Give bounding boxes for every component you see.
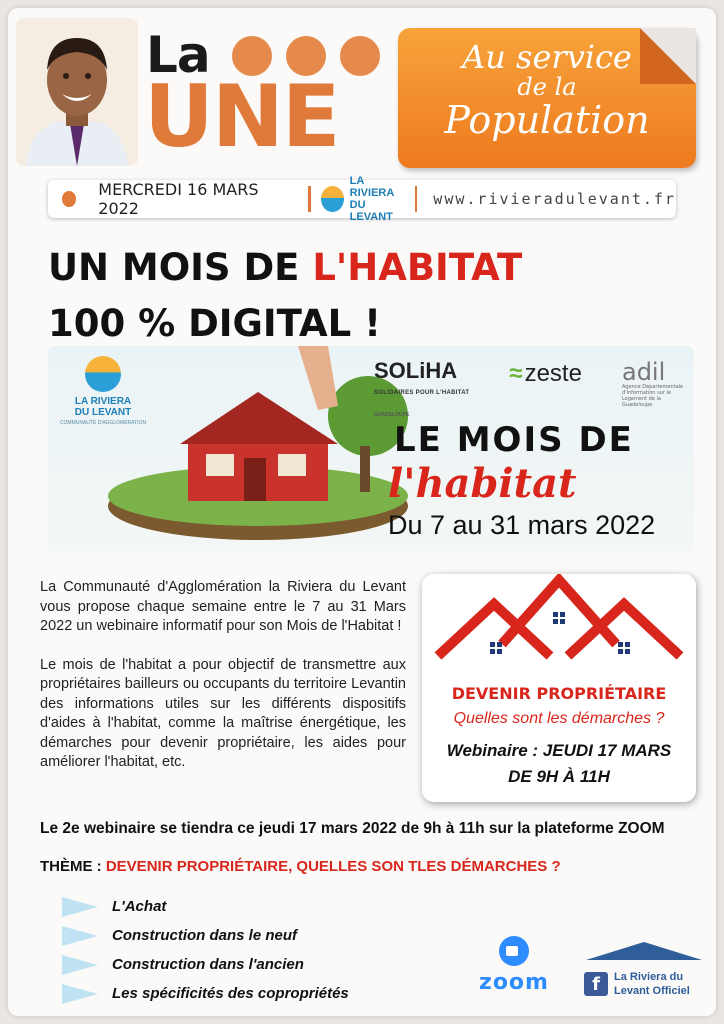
partner-logos: [374, 360, 684, 426]
list-item: [62, 979, 349, 1008]
page-curl-decoration: [640, 28, 696, 84]
riviera-logo-icon: [85, 356, 121, 392]
banner-line3: Population: [444, 98, 650, 142]
adil-name: adil: [621, 358, 666, 386]
houses-roof-icon: [432, 574, 686, 674]
soliha-sub: SOLIDAIRES POUR L'HABITAT: [374, 390, 470, 396]
zeste-leaf-icon: ≈: [509, 360, 523, 387]
topic-label: Construction dans le neuf: [112, 927, 298, 944]
list-item: [62, 950, 349, 979]
zoom-label: zoom: [479, 970, 549, 995]
flyer-page: [8, 8, 716, 1016]
headline-red: L'HABITAT: [312, 246, 523, 289]
webinar-announcement: Le 2e webinaire se tiendra ce jeudi 17 mars 2022 de 9h à 11h sur la plateforme ZOOM: [40, 820, 665, 837]
facebook-page-link[interactable]: [582, 942, 702, 1006]
zoom-logo[interactable]: [466, 936, 562, 995]
date-bar: [48, 175, 676, 223]
list-item: [62, 921, 349, 950]
banner-line2: de la: [517, 73, 577, 101]
arrow-icon: [62, 897, 98, 917]
card-subtitle: Quelles sont les démarches ?: [453, 710, 665, 727]
soliha-logo: [374, 360, 469, 426]
issue-date: MERCREDI 16 MARS 2022: [98, 180, 259, 218]
card-webinar-time: [422, 738, 696, 790]
topic-label: Construction dans l'ancien: [112, 956, 304, 973]
hero-logo-sub: COMMUNAUTÉ D'AGGLOMÉRATION: [59, 420, 147, 426]
website-link[interactable]: www.rivieradulevant.fr: [433, 190, 676, 208]
divider: [308, 186, 311, 212]
topic-label: L'Achat: [112, 898, 167, 915]
arrow-icon: [62, 955, 98, 975]
arrow-icon: [62, 926, 98, 946]
zeste-name: zeste: [524, 360, 582, 387]
body-paragraph-2: Le mois de l'habitat a pour objectif de transmettre aux propriétaires bailleurs ou occupants du territoire Levantin des informations utiles sur les différents dispositifs d'aides à l'habitat, comme la maîtrise énergétique, les démarches pour devenir propriétaire, les aides pour améliorer l'habitat, etc.: [40, 656, 406, 770]
hero-logo-line2: DU LEVANT: [74, 407, 132, 418]
banner-line1: Au service: [462, 38, 632, 76]
card-webinar-line2: DE 9H À 11H: [508, 767, 610, 786]
divider: [415, 186, 418, 212]
theme-value: DEVENIR PROPRIÉTAIRE, QUELLES SON TLES DÉMARCHES ?: [105, 858, 561, 875]
headline-black: UN MOIS DE: [48, 246, 313, 289]
arrow-icon: [62, 984, 98, 1004]
headline-line2: 100 % DIGITAL !: [48, 302, 382, 345]
soliha-name: SOLiHA: [374, 358, 458, 383]
body-paragraph-1: La Communauté d'Agglomération la Riviera du Levant vous propose chaque semaine entre le 7 au 31 Mars 2022 un webinaire informatif pour son Mois de l'Habitat !: [40, 579, 406, 634]
riviera-logo-line2: DU LEVANT: [349, 199, 393, 223]
adil-sub: Agence Départementale d'Information sur le Logement de la Guadeloupe: [621, 384, 684, 408]
adil-logo: [622, 360, 684, 408]
facebook-icon: f: [584, 972, 608, 996]
zoom-camera-icon: [499, 936, 529, 966]
hero-dates: Du 7 au 31 mars 2022: [388, 510, 656, 540]
body-text: [40, 578, 406, 773]
hero-image: [48, 346, 694, 552]
theme-label: THÈME :: [40, 858, 106, 875]
date-bullet-icon: [62, 191, 76, 207]
list-item: [62, 892, 349, 921]
facebook-line2: Levant Officiel: [614, 985, 690, 997]
hero-riviera-logo: [58, 356, 148, 426]
facebook-line1: La Riviera du: [614, 971, 684, 983]
dot-decoration: [340, 36, 380, 76]
service-banner: [398, 28, 696, 168]
main-headline: [48, 240, 522, 352]
soliha-sub2: GUADELOUPE: [374, 412, 410, 418]
riviera-logo: [321, 175, 405, 223]
riviera-logo-icon: [321, 186, 344, 212]
theme-line: [40, 858, 561, 875]
card-title: DEVENIR PROPRIÉTAIRE: [451, 684, 667, 703]
roof-icon: [586, 942, 702, 960]
card-webinar-line1: Webinaire : JEUDI 17 MARS: [446, 741, 672, 760]
webinar-card: [422, 574, 696, 802]
topic-label: Les spécificités des copropriétés: [112, 985, 349, 1002]
une-title: UNE: [144, 67, 339, 167]
hero-title-line2: l'habitat: [388, 460, 577, 507]
la-title: La: [146, 26, 210, 84]
zeste-logo: [509, 360, 582, 388]
topics-list: [62, 892, 349, 1008]
portrait-photo: [16, 18, 138, 166]
hero-logo-line1: LA RIVIERA: [74, 396, 132, 407]
hero-title-line1: LE MOIS DE: [394, 420, 634, 460]
riviera-logo-line1: LA RIVIERA: [349, 175, 395, 199]
